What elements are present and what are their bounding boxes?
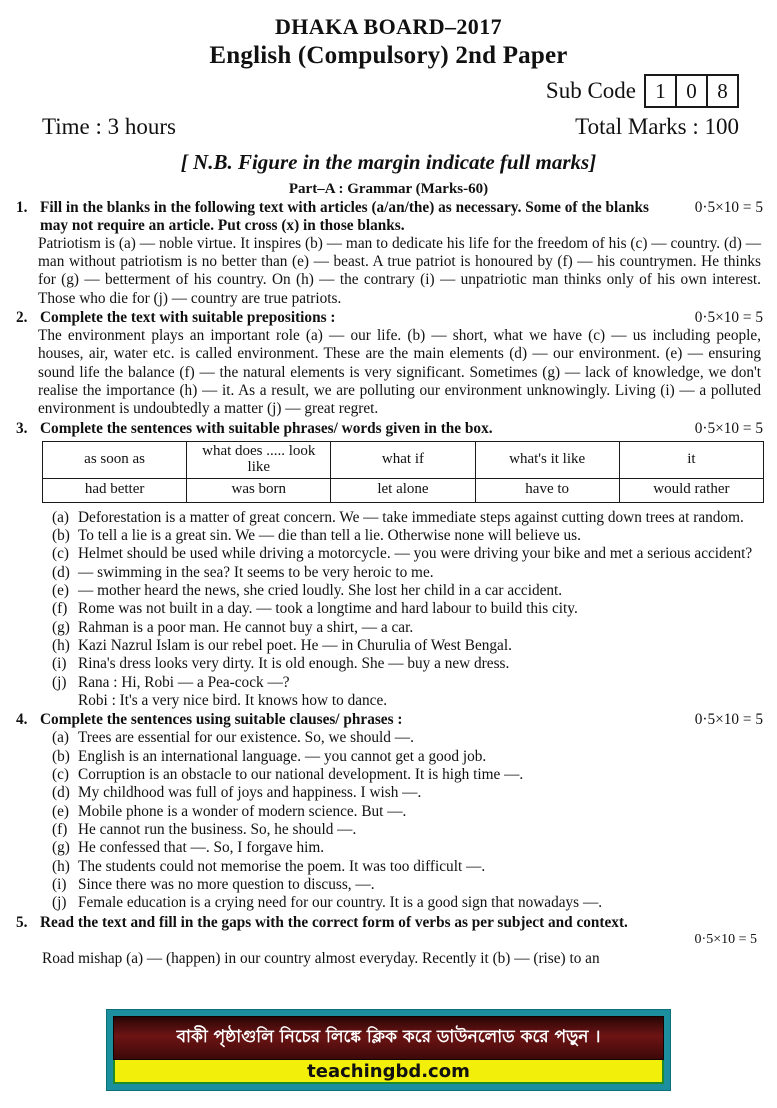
list-item xyxy=(52,821,761,839)
item-label: (g) xyxy=(52,839,70,857)
item-text: He confessed that —. So, I forgave him. xyxy=(78,839,325,857)
question-3-number: 3. xyxy=(16,419,28,437)
question-5-marks: 0·5×10 = 5 xyxy=(694,931,757,947)
word-box-cell: would rather xyxy=(619,478,763,502)
question-3-word-box xyxy=(42,441,764,503)
total-marks: Total Marks : 100 xyxy=(575,114,739,139)
item-text: Rina's dress looks very dirty. It is old enough. She — buy a new dress. xyxy=(78,655,510,673)
question-4-marks: 0·5×10 = 5 xyxy=(694,711,763,729)
question-1 xyxy=(14,199,763,308)
question-3-heading-text xyxy=(40,420,763,438)
item-text: Kazi Nazrul Islam is our rebel poet. He — in Churulia of West Bengal. xyxy=(78,637,512,655)
list-item xyxy=(52,894,761,912)
subcode-label: Sub Code xyxy=(545,78,636,103)
item-text: Mobile phone is a wonder of modern science. But —. xyxy=(78,802,407,820)
item-text: Rome was not built in a day. — took a longtime and hard labour to build this city. xyxy=(78,600,578,618)
question-4-heading xyxy=(14,711,763,729)
question-5-number: 5. xyxy=(16,913,28,931)
list-item xyxy=(52,766,761,784)
list-item xyxy=(52,839,761,857)
list-item xyxy=(52,545,761,563)
item-text: He cannot run the business. So, he should —. xyxy=(78,821,357,839)
question-2 xyxy=(14,309,763,419)
word-box-row xyxy=(43,478,764,502)
list-item xyxy=(52,637,761,655)
item-text: Helmet should be used while driving a motorcycle. — you were driving your bike and met a serious accident? xyxy=(78,545,753,563)
question-1-heading-label: Fill in the blanks in the following text with articles (a/an/the) as necessary. Some of the blanks may not require an article. Put cross (x) in those blanks. xyxy=(40,199,649,234)
list-item xyxy=(52,803,761,821)
list-item xyxy=(52,600,761,618)
word-box-cell: what if xyxy=(331,441,475,478)
word-box-cell: had better xyxy=(43,478,187,502)
item-label: (e) xyxy=(52,802,69,820)
question-1-marks: 0·5×10 = 5 xyxy=(694,199,763,216)
list-item xyxy=(52,582,761,600)
item-text xyxy=(78,674,761,711)
part-a-title: Part–A : Grammar (Marks-60) xyxy=(288,181,489,197)
item-text-line2: Robi : It's a very nice bird. It knows how to dance. xyxy=(78,692,388,710)
item-text: My childhood was full of joys and happiness. I wish —. xyxy=(78,784,422,802)
item-label: (b) xyxy=(52,747,70,765)
subcode-digit-2: 0 xyxy=(677,76,708,106)
question-4-number: 4. xyxy=(16,711,28,729)
question-3-heading-label: Complete the sentences with suitable phrases/ words given in the box. xyxy=(40,419,493,437)
download-banner[interactable] xyxy=(106,1009,671,1091)
item-label: (c) xyxy=(52,766,69,784)
exam-duration: Time : 3 hours xyxy=(42,114,176,139)
question-4-items xyxy=(14,729,763,912)
list-item xyxy=(52,729,761,747)
question-1-heading-text xyxy=(40,199,763,235)
question-1-passage: Patriotism is (a) — noble virtue. It inspires (b) — man to dedicate his life for the freedom of his (c) — country. (d) — man without patriotism is no better than (e) — beast. A true patriot is honoured by (f) — his countrymen. He thinks for (g) — betterment of his country. On (h) — the contrary (i) — unpatriotic man thinks only of his own interest. Those who die for (j) — country are true patriots. xyxy=(38,234,761,307)
question-2-heading-text xyxy=(40,309,763,327)
question-2-passage: The environment plays an important role (a) — our life. (b) — short, what we have (c) — us including people, houses, air, water etc. is called environment. These are the main elements (d) — our environment. (e) — ensuring sound life the balance (f) — the natural elements is very significant. Sometimes (g) — lack of knowledge, we don't realise the importance (h) — it. As a result, we are polluting our environment unknowingly. Living (i) — a polluted environment is undoubtedly a matter (j) — great regret. xyxy=(38,327,761,418)
question-4-heading-text xyxy=(40,711,763,729)
word-box-cell: was born xyxy=(187,478,331,502)
question-1-heading xyxy=(14,199,763,235)
exam-question-paper xyxy=(0,14,777,1108)
item-label: (c) xyxy=(52,545,69,563)
paper-title: English (Compulsory) 2nd Paper xyxy=(209,42,568,69)
question-5-passage: Road mishap (a) — (happen) in our country almost everyday. Recently it (b) — (rise) to an xyxy=(42,949,600,967)
item-label: (e) xyxy=(52,582,69,600)
word-box-cell: let alone xyxy=(331,478,475,502)
list-item xyxy=(52,674,761,711)
item-text-line1: Rana : Hi, Robi — a Pea-cock —? xyxy=(78,673,290,691)
item-text: Trees are essential for our existence. So, we should —. xyxy=(78,729,414,747)
word-box-row xyxy=(43,441,764,478)
word-box-cell: have to xyxy=(475,478,619,502)
subcode-digit-3: 8 xyxy=(717,79,728,103)
item-label: (g) xyxy=(52,618,70,636)
word-box-cell: as soon as xyxy=(43,441,187,478)
question-2-heading-label: Complete the text with suitable prepositions : xyxy=(40,309,336,327)
item-text: Female education is a crying need for our country. It is a good sign that nowadays —. xyxy=(78,894,603,912)
question-4 xyxy=(14,711,763,912)
item-label: (a) xyxy=(52,508,69,526)
question-3-heading xyxy=(14,420,763,438)
item-text: — mother heard the news, she cried loudly. She lost her child in a car accident. xyxy=(78,582,563,600)
banner-site-link[interactable]: teachingbd.com xyxy=(113,1060,664,1084)
item-label: (f) xyxy=(52,600,68,618)
item-label: (h) xyxy=(52,857,70,875)
subcode-row xyxy=(14,74,763,108)
item-label: (a) xyxy=(52,729,69,747)
item-label: (i) xyxy=(52,655,67,673)
item-text: Rahman is a poor man. He cannot buy a shirt, — a car. xyxy=(78,618,414,636)
item-label: (d) xyxy=(52,563,70,581)
item-label: (f) xyxy=(52,821,68,839)
subcode-digit-1: 1 xyxy=(646,76,677,106)
item-text: Corruption is an obstacle to our national development. It is high time —. xyxy=(78,766,524,784)
item-label: (h) xyxy=(52,637,70,655)
list-item xyxy=(52,527,761,545)
word-box-cell: it xyxy=(619,441,763,478)
question-5-heading xyxy=(14,914,763,932)
question-3 xyxy=(14,420,763,711)
nb-note: [ N.B. Figure in the margin indicate full marks] xyxy=(180,150,597,174)
question-2-marks: 0·5×10 = 5 xyxy=(694,309,763,327)
list-item xyxy=(52,564,761,582)
list-item xyxy=(52,655,761,673)
list-item xyxy=(52,858,761,876)
item-text: The students could not memorise the poem. It was too difficult —. xyxy=(78,857,486,875)
list-item xyxy=(52,748,761,766)
item-text: To tell a lie is a great sin. We — die than tell a lie. Otherwise none will believe us. xyxy=(78,527,581,544)
question-3-items xyxy=(14,509,763,711)
time-and-marks-row xyxy=(14,114,763,140)
item-label: (d) xyxy=(52,784,70,802)
list-item xyxy=(52,619,761,637)
banner-bengali-message: বাকী পৃষ্ঠাগুলি নিচের লিঙ্কে ক্লিক করে ডাউনলোড করে পড়ুন । xyxy=(113,1016,664,1060)
question-2-number: 2. xyxy=(16,309,28,327)
item-text: Since there was no more question to discuss, —. xyxy=(78,876,375,894)
question-3-marks: 0·5×10 = 5 xyxy=(694,419,763,437)
question-1-number: 1. xyxy=(16,199,28,216)
subcode-boxes xyxy=(644,74,739,108)
item-label: (b) xyxy=(52,527,70,544)
item-label: (j) xyxy=(52,673,67,691)
item-label: (i) xyxy=(52,876,67,894)
question-5 xyxy=(14,914,763,968)
board-title: DHAKA BOARD–2017 xyxy=(274,14,503,39)
item-text: — swimming in the sea? It seems to be very heroic to me. xyxy=(78,563,434,581)
list-item xyxy=(52,509,761,527)
word-box-cell: what does ..... look like xyxy=(187,441,331,478)
question-5-heading-label: Read the text and fill in the gaps with the correct form of verbs as per subject and context. xyxy=(40,913,628,931)
item-text: English is an international language. — you cannot get a good job. xyxy=(78,747,487,765)
item-label: (j) xyxy=(52,894,67,912)
list-item xyxy=(52,784,761,802)
item-text: Deforestation is a matter of great concern. We — take immediate steps against cutting down trees at random. xyxy=(78,508,744,526)
word-box-cell: what's it like xyxy=(475,441,619,478)
question-4-heading-label: Complete the sentences using suitable clauses/ phrases : xyxy=(40,711,403,729)
list-item xyxy=(52,876,761,894)
question-5-heading-text xyxy=(40,914,763,932)
banner-inner xyxy=(113,1016,664,1084)
question-2-heading xyxy=(14,309,763,327)
